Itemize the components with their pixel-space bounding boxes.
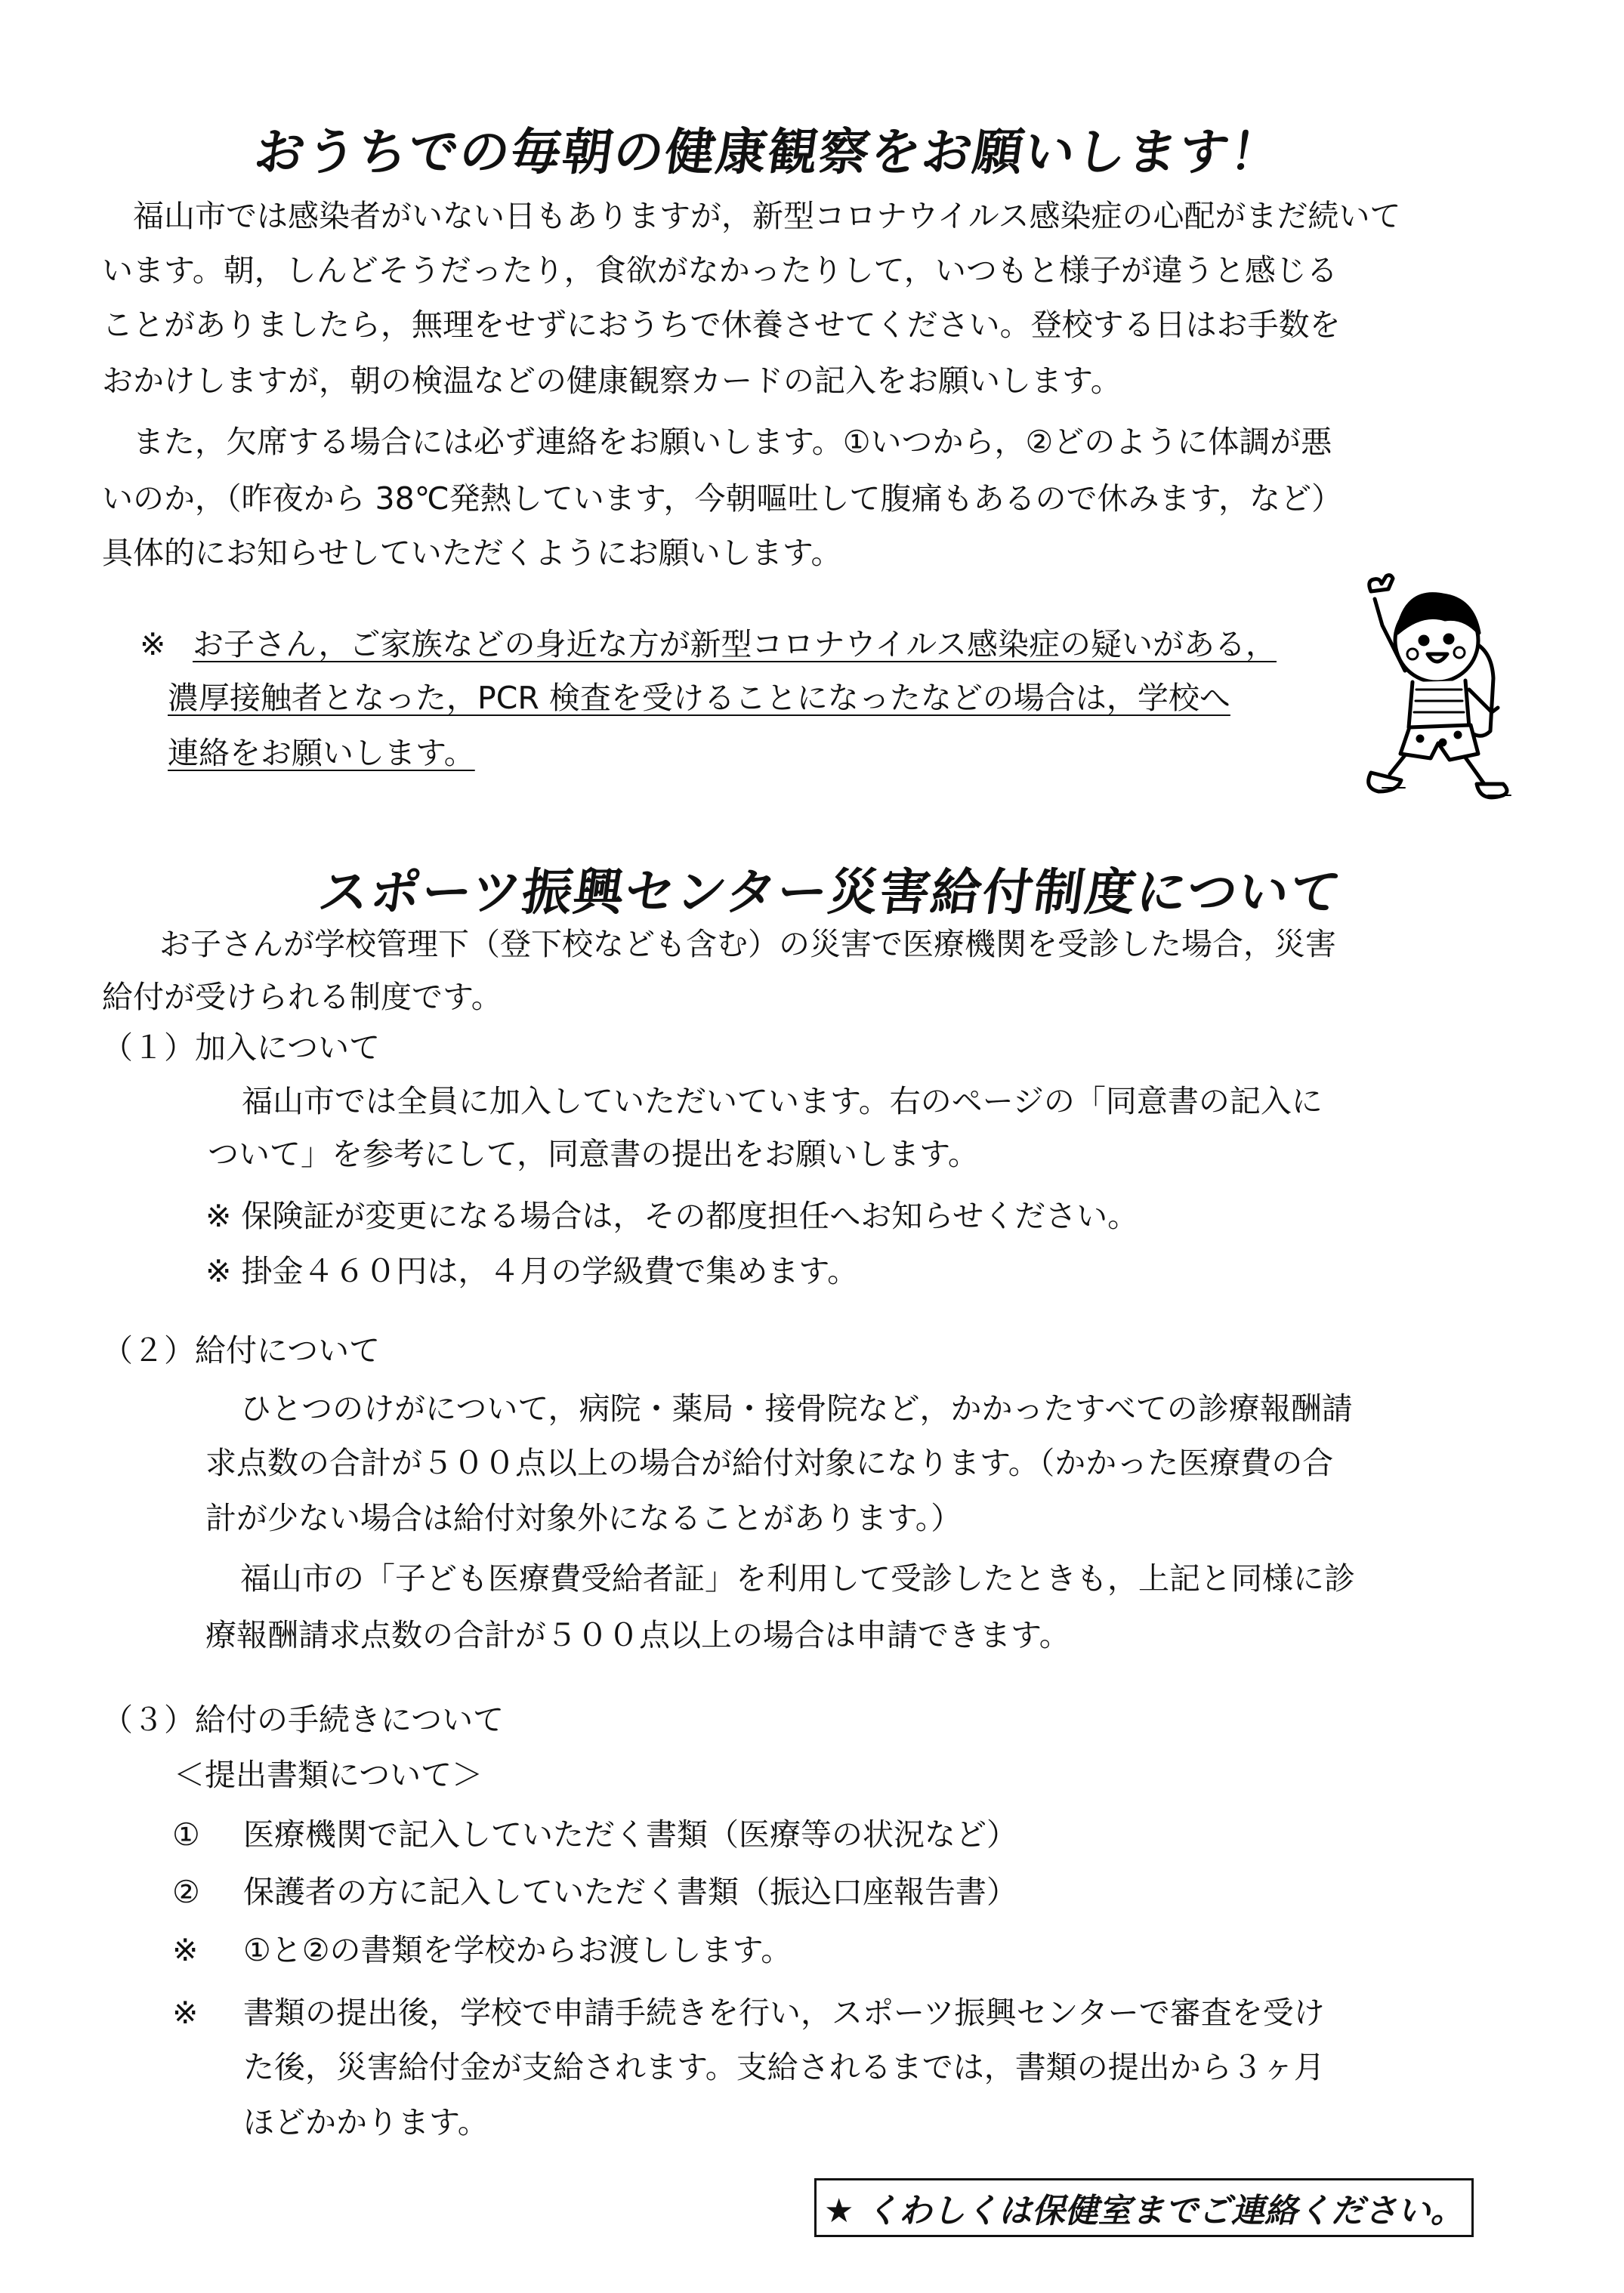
sub3-heading: （３）給付の手続きについて — [102, 1702, 505, 1738]
section2-title: スポーツ振興センター災害給付制度について — [315, 863, 1346, 921]
section1-title: おうちでの毎朝の健康観察をお願いします！ — [251, 123, 1286, 181]
sub1-line: 福山市では全員に加入していただいています。右のページの「同意書の記入に — [242, 1083, 1323, 1119]
child-drawing — [1352, 557, 1526, 814]
note-mark: ※ — [140, 626, 166, 662]
section2-intro-line: お子さんが学校管理下（登下校なども含む）の災害で医療機関を受診した場合，災害 — [128, 926, 1336, 962]
section1-paragraph-line: ことがありましたら，無理をせずにおうちで休養させてください。登校する日はお手数を — [102, 307, 1341, 343]
sub3-item-mark: ※ — [172, 1995, 199, 2031]
sub2-line: 計が少ない場合は給付対象外になることがあります。） — [205, 1500, 962, 1536]
sub2-line: 療報酬請求点数の合計が５００点以上の場合は申請できます。 — [205, 1617, 1070, 1653]
note-line: お子さん，ご家族などの身近な方が新型コロナウイルス感染症の疑いがある， — [193, 626, 1277, 662]
sub2-heading: （２）給付について — [102, 1332, 381, 1369]
sub3-item-mark: ① — [172, 1816, 200, 1853]
running-child-illustration — [1352, 557, 1526, 814]
section1-paragraph-line: 具体的にお知らせしていただくようにお願いします。 — [102, 535, 842, 571]
sub1-line: ついて」を参考にして，同意書の提出をお願いします。 — [208, 1136, 979, 1172]
section1-paragraph-line: おかけしますが，朝の検温などの健康観察カードの記入をお願いします。 — [102, 363, 1122, 399]
sub3-continuation: た後，災害給付金が支給されます。支給されるまでは，書類の提出から３ヶ月 — [243, 2049, 1325, 2085]
sub2-line: ひとつのけがについて，病院・薬局・接骨院など，かかったすべての診療報酬請 — [240, 1390, 1353, 1427]
sub3-item-mark: ※ — [172, 1932, 199, 1968]
section1-paragraph-line: また，欠席する場合には必ず連絡をお願いします。①いつから，②どのように体調が悪 — [102, 424, 1332, 460]
section2-intro-line: 給付が受けられる制度です。 — [102, 979, 502, 1015]
sub3-subheading: ＜提出書類について＞ — [174, 1757, 483, 1793]
note-line: 濃厚接触者となった，PCR 検査を受けることになったなどの場合は，学校へ — [168, 680, 1230, 716]
sub3-item-mark: ② — [172, 1874, 200, 1910]
sub3-item-text: 医療機関で記入していただく書類（医療等の状況など） — [243, 1816, 1017, 1853]
sub1-heading: （１）加入について — [102, 1029, 381, 1066]
sub3-item-text: ①と②の書類を学校からお渡しします。 — [243, 1932, 792, 1968]
sub1-note: ※ 掛金４６０円は，４月の学級費で集めます。 — [205, 1253, 859, 1289]
sub1-note: ※ 保険証が変更になる場合は，その都度担任へお知らせください。 — [205, 1198, 1139, 1234]
section1-paragraph-line: いのか，（昨夜から 38℃発熱しています，今朝嘔吐して腹痛もあるので休みます，など） — [102, 480, 1343, 517]
sub3-item-text: 書類の提出後，学校で申請手続きを行い，スポーツ振興センターで審査を受け — [243, 1995, 1325, 2031]
contact-note-box: ★ くわしくは保健室までご連絡ください。 — [814, 2178, 1474, 2237]
note-line: 連絡をお願いします。 — [168, 735, 475, 771]
sub3-item-text: 保護者の方に記入していただく書類（振込口座報告書） — [243, 1874, 1017, 1910]
sub3-continuation: ほどかかります。 — [243, 2104, 489, 2140]
section1-paragraph-line: います。朝，しんどそうだったり，食欲がなかったりして，いつもと様子が違うと感じる — [102, 252, 1338, 289]
section1-paragraph-line: 福山市では感染者がいない日もありますが，新型コロナウイルス感染症の心配がまだ続いて — [102, 198, 1401, 234]
sub2-line: 求点数の合計が５００点以上の場合が給付対象になります。（かかった医療費の合 — [205, 1445, 1334, 1481]
sub2-line: 福山市の「子ども医療費受給者証」を利用して受診したときも，上記と同様に診 — [240, 1560, 1355, 1597]
